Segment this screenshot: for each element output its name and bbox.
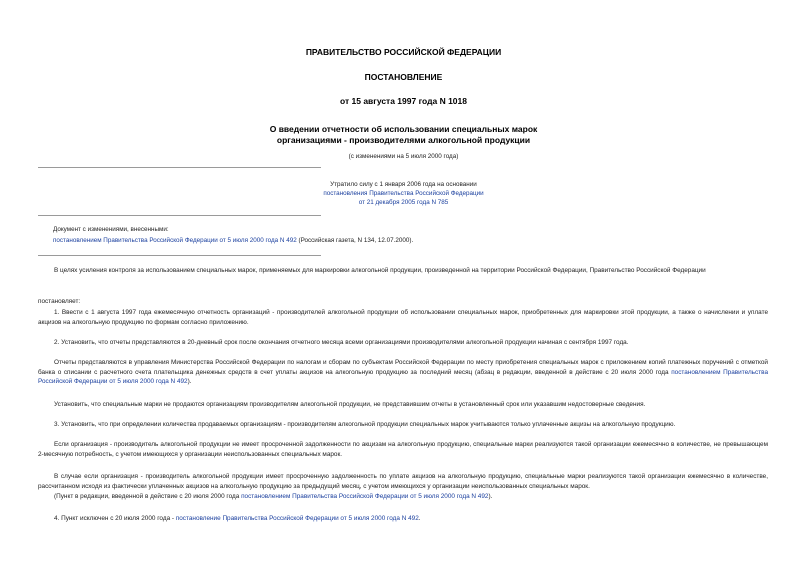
- doc-changes-label: Документ с изменениями, внесенными:: [53, 226, 169, 233]
- intro-paragraph: В целях усиления контроля за использованием специальных марок, применяемых для маркировки алкогольной продукции, произведенной на территории Российской Федерации, Правительство Российской Федерации: [54, 267, 706, 274]
- document-date-number: от 15 августа 1997 года N 1018: [340, 96, 467, 106]
- amended-note: (с изменениями на 5 июля 2000 года): [348, 153, 459, 160]
- clause-3-debt: В случае если организация - производитель алкогольной продукции имеет просроченную задолженность по уплате акцизов на алкогольную продукцию, специальные марки реализуются такой организации ежемесячно в количестве, рассчитанном исходя из фактически уплаченных акцизов на алкогольную продукцию за предыдущий месяц, с учетом имеющихся у организации неиспользованных специальных марок.: [38, 473, 768, 490]
- title-line-2: организациями - производителями алкогольной продукции: [276, 135, 531, 145]
- divider: [38, 255, 321, 256]
- decrees-label: постановляет:: [38, 298, 81, 305]
- clause-2-reports-text: Отчеты представляются в управления Министерства Российской Федерации по налогам и сборам по субъектам Российской Федерации по месту приобретения специальных марок с приложением копий платежных поручений с отметкой банка о списании с расчетного счета плательщика денежных средств в счет уплаты акцизов на алкогольную продукцию за последний месяц (абзац в редакции, введенной в действие с 20 июля 2000 года: [38, 359, 768, 376]
- doc-changes-tail: (Российская газета, N 134, 12.07.2000).: [296, 237, 414, 244]
- government-name: ПРАВИТЕЛЬСТВО РОССИЙСКОЙ ФЕДЕРАЦИИ: [305, 47, 502, 57]
- clause-2-reports-link[interactable]: постановлением Правительства Российской Федерации от 5 июля 2000 года N 492: [38, 368, 768, 386]
- clause-1: 1. Ввести с 1 августа 1997 года ежемесячную отчетность организаций - производителей алкогольной продукции об использовании специальных марок, приобретенных для маркировки этой продукции, а также о начислении и уплате акцизов на алкогольную продукцию по формам согласно приложению.: [38, 309, 768, 326]
- clause-2-reports-end: ).: [187, 378, 192, 386]
- clause-2: 2. Установить, что отчеты представляются в 20-дневный срок после окончания отчетного месяца всеми организациями производителями алкогольной продукции начиная с сентября 1997 года.: [54, 339, 629, 346]
- clause-4-text: 4. Пункт исключен с 20 июля 2000 года -: [54, 515, 176, 522]
- clause-3: 3. Установить, что при определении количества продаваемых организациям - производителям алкогольной продукции специальных марок учитываются только уплаченные акцизы на алкогольную продукцию.: [54, 421, 676, 428]
- clause-4-link[interactable]: постановление Правительства Российской Федерации от 5 июля 2000 года N 492: [175, 515, 419, 522]
- divider: [38, 167, 321, 168]
- expired-link-1[interactable]: постановления Правительства Российской Федерации: [323, 190, 484, 197]
- expired-note: [0, 180, 807, 207]
- clause-3-note-end: ).: [488, 493, 493, 500]
- clause-3-note-link[interactable]: постановлением Правительства Российской Федерации от 5 июля 2000 года N 492: [241, 493, 489, 500]
- clause-2-stamps: Установить, что специальные марки не продаются организациям производителям алкогольной продукции, не представившим отчеты в установленный срок или указавшим недостоверные сведения.: [54, 401, 646, 408]
- divider: [38, 215, 321, 216]
- clause-4: [38, 514, 768, 524]
- doc-changes-line: [53, 236, 413, 245]
- clause-4-end: .: [418, 515, 421, 522]
- clause-2-reports: [38, 358, 768, 387]
- clause-3-note-text: (Пункт в редакции, введенной в действие с 20 июля 2000 года: [54, 493, 242, 500]
- document-type: ПОСТАНОВЛЕНИЕ: [364, 72, 443, 82]
- clause-3-no-debt: Если организация - производитель алкогольной продукции не имеет просроченной задолженности по акцизам на алкогольную продукцию, специальные марки реализуются такой организации ежемесячно в количестве, не превышающем 2-месячную потребность, с учетом имеющихся у организации неиспользованных специальных марок.: [38, 441, 768, 458]
- expired-line: Утратило силу с 1 января 2006 года на основании: [330, 181, 477, 188]
- expired-link-2[interactable]: от 21 декабря 2005 года N 785: [358, 199, 449, 206]
- doc-changes-link[interactable]: постановлением Правительства Российской Федерации от 5 июля 2000 года N 492: [53, 237, 297, 244]
- title-line-1: О введении отчетности об использовании специальных марок: [269, 124, 538, 134]
- clause-3-note: [38, 492, 768, 502]
- document-title: [0, 124, 807, 146]
